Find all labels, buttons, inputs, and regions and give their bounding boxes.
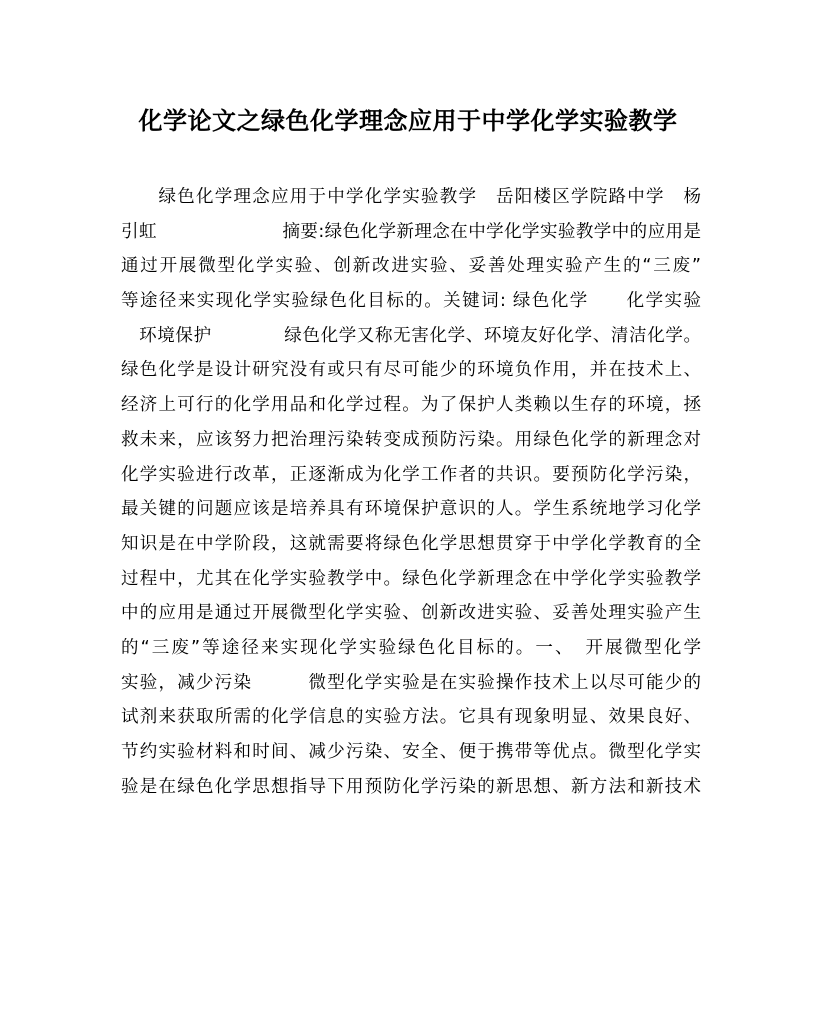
body-line: 化学实验进行改革，正逐渐成为化学工作者的共识。要预防化学污染， <box>121 464 701 485</box>
body-line: 通过开展微型化学实验、创新改进实验、妥善处理实验产生的“三废” <box>121 256 701 277</box>
body-line: 试剂来获取所需的化学信息的实验方法。它具有现象明显、效果良好、 <box>121 707 701 728</box>
body-line: 最关键的问题应该是培养具有环境保护意识的人。学生系统地学习化学 <box>121 499 701 520</box>
document-title: 化学论文之绿色化学理念应用于中学化学实验教学 <box>138 106 678 135</box>
body-line: 知识是在中学阶段，这就需要将绿色化学思想贯穿于中学化学教育的全 <box>121 533 701 554</box>
body-line: 中的应用是通过开展微型化学实验、创新改进实验、妥善处理实验产生 <box>121 603 701 624</box>
body-line: 的“三废”等途径来实现化学实验绿色化目标的。一、 开展微型化学 <box>121 637 701 658</box>
body-line: 经济上可行的化学用品和化学过程。为了保护人类赖以生存的环境，拯 <box>121 395 701 416</box>
body-line: 等途径来实现化学实验绿色化目标的。关键词: 绿色化学 化学实验 <box>121 291 701 312</box>
body-line: 引虹 摘要:绿色化学新理念在中学化学实验教学中的应用是 <box>121 221 701 242</box>
document-body <box>121 180 701 804</box>
body-line: 节约实验材料和时间、减少污染、安全、便于携带等优点。微型化学实 <box>121 742 701 762</box>
body-line: 绿色化学理念应用于中学化学实验教学 岳阳楼区学院路中学 杨 <box>121 187 701 207</box>
body-line: 过程中，尤其在化学实验教学中。绿色化学新理念在中学化学实验教学 <box>121 568 701 589</box>
body-line: 绿色化学是设计研究没有或只有尽可能少的环境负作用，并在技术上、 <box>121 360 701 381</box>
body-line: 救未来，应该努力把治理污染转变成预防污染。用绿色化学的新理念对 <box>121 429 701 450</box>
body-line: 验是在绿色化学思想指导下用预防化学污染的新思想、新方法和新技术 <box>121 776 701 797</box>
body-line: 环境保护 绿色化学又称无害化学、环境友好化学、清洁化学。 <box>121 325 701 346</box>
body-line: 实验，减少污染 微型化学实验是在实验操作技术上以尽可能少的 <box>121 672 701 693</box>
